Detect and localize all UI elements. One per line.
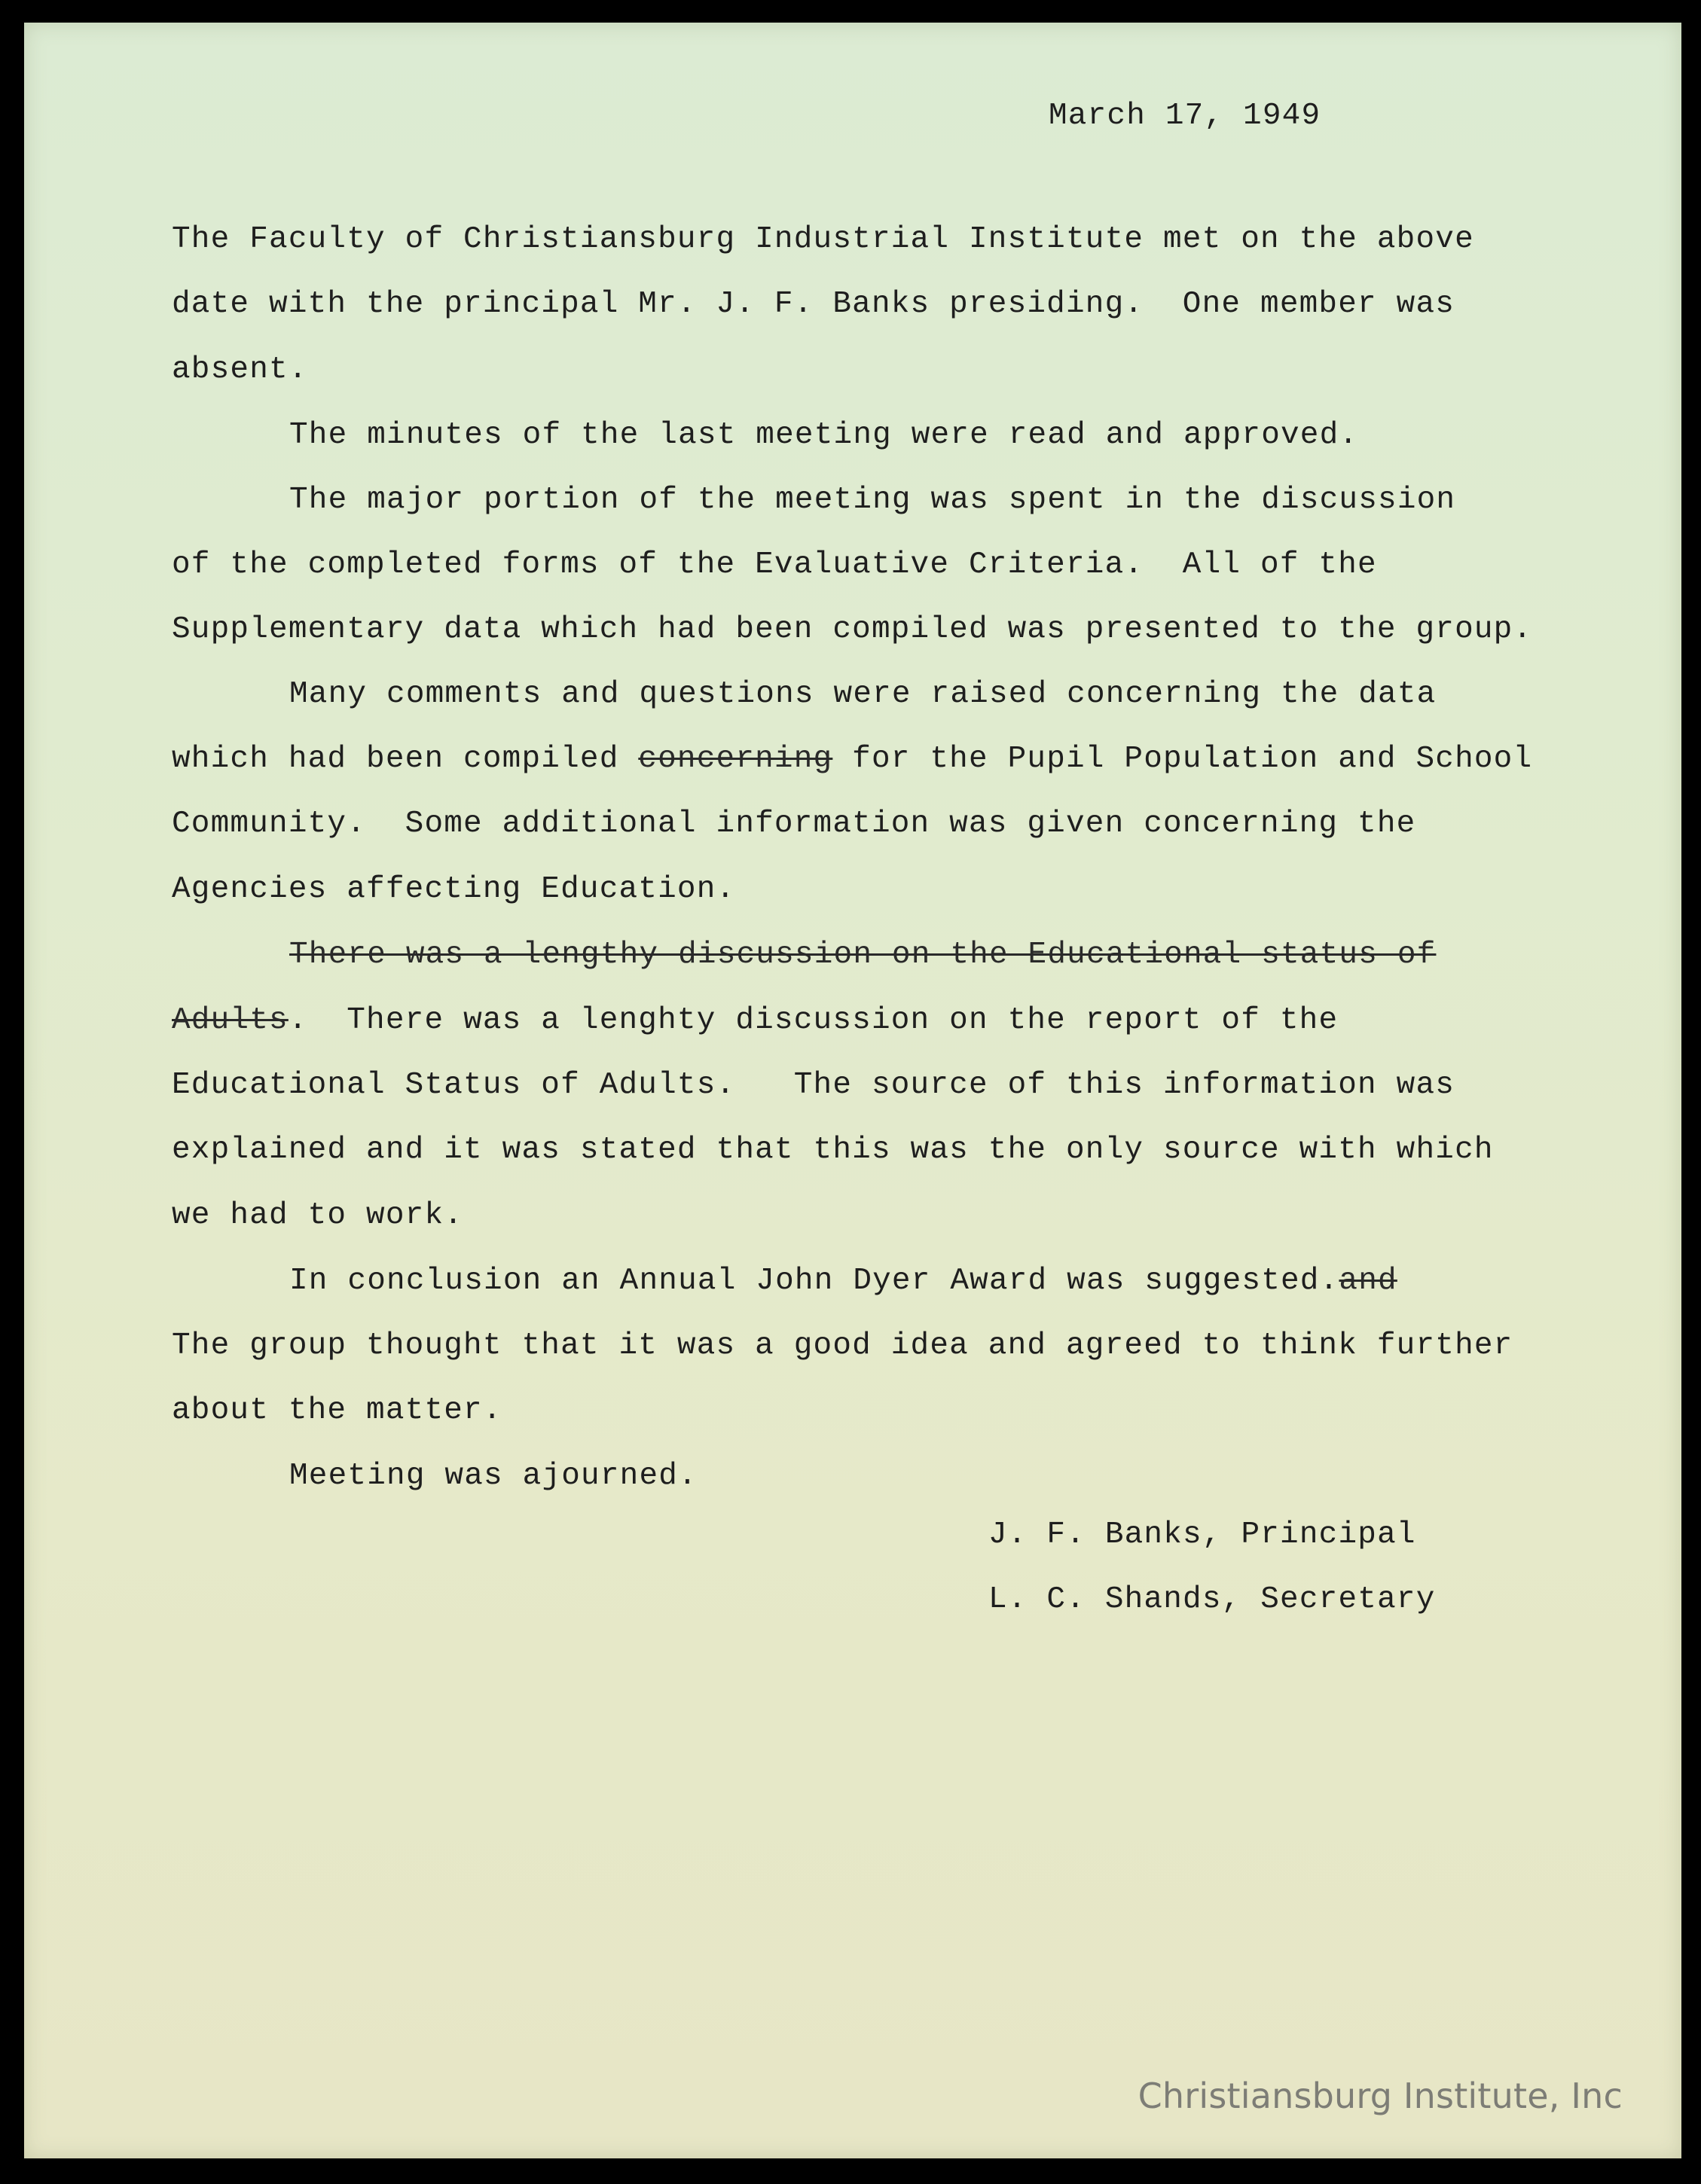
text-line: The minutes of the last meeting were read and approved.	[289, 418, 1359, 453]
text-line-with-strike	[289, 1266, 1397, 1297]
struck-word: concerning	[638, 742, 833, 776]
document-date: March 17, 1949	[1049, 99, 1321, 133]
watermark: Christiansburg Institute, Inc	[1138, 2076, 1623, 2116]
text-line: Agencies affecting Education.	[172, 872, 736, 907]
text-line: date with the principal Mr. J. F. Banks presiding. One member was	[172, 287, 1455, 322]
text-line: explained and it was stated that this was the only source with which	[172, 1133, 1494, 1167]
text-line: of the completed forms of the Evaluative Criteria. All of the	[172, 548, 1377, 582]
text-line: Many comments and questions were raised concerning the data	[289, 677, 1437, 712]
text-line: The group thought that it was a good idea and agreed to think further	[172, 1328, 1513, 1363]
text-segment: In conclusion an Annual John Dyer Award was suggested.	[289, 1264, 1339, 1298]
text-segment: . There was a lenghty discussion on the report of the	[288, 1003, 1339, 1038]
text-segment: for the Pupil Population and School	[832, 742, 1533, 776]
text-line: Community. Some additional information was given concerning the	[172, 807, 1416, 841]
document-page	[24, 23, 1681, 2158]
signature-principal: J. F. Banks, Principal	[988, 1518, 1416, 1552]
text-line: Meeting was ajourned.	[289, 1459, 698, 1493]
text-line: Educational Status of Adults. The source of this information was	[172, 1068, 1455, 1103]
text-line: absent.	[172, 352, 308, 387]
struck-word: and	[1339, 1264, 1397, 1298]
text-line-with-strike	[172, 1005, 1338, 1036]
text-line: Supplementary data which had been compiled was presented to the group.	[172, 612, 1533, 647]
text-line: we had to work.	[172, 1198, 464, 1233]
text-line-with-strike	[172, 744, 1532, 775]
struck-word: Adults	[172, 1003, 289, 1038]
text-line: about the matter.	[172, 1393, 502, 1428]
text-segment: which had been compiled	[172, 742, 639, 776]
struck-line: There was a lengthy discussion on the Educational status of	[289, 938, 1437, 972]
text-line: The major portion of the meeting was spent in the discussion	[289, 483, 1456, 517]
text-line: The Faculty of Christiansburg Industrial Institute met on the above	[172, 222, 1474, 257]
signature-secretary: L. C. Shands, Secretary	[988, 1582, 1436, 1617]
